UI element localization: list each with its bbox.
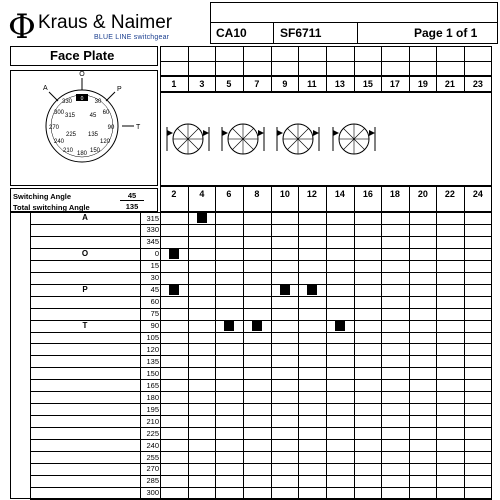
position-angle: 105 (146, 333, 159, 342)
program-number: SF6711 (280, 26, 322, 40)
contact-number-top: 17 (389, 79, 400, 89)
svg-text:330: 330 (61, 99, 73, 105)
svg-text:180: 180 (76, 151, 88, 157)
position-angle: 255 (146, 452, 159, 462)
contact-number-bottom: 2 (171, 189, 177, 199)
contact-number-top: 23 (472, 79, 483, 89)
face-plate-title: Face Plate (50, 48, 115, 63)
svg-text:O: O (79, 71, 85, 78)
svg-text:45: 45 (89, 113, 97, 119)
svg-text:150: 150 (89, 148, 101, 154)
position-label: A (82, 213, 88, 222)
position-angle: 30 (150, 273, 159, 283)
contact-number-top: 11 (307, 79, 317, 89)
total-switching-angle-label: Total switching Angle (13, 203, 90, 212)
contact-number-top: 9 (282, 79, 288, 89)
svg-text:225: 225 (65, 132, 77, 138)
svg-text:30: 30 (94, 99, 102, 105)
logo-icon: Φ (8, 7, 36, 47)
svg-text:A: A (43, 85, 48, 92)
position-angle: 240 (146, 440, 159, 450)
position-angle: 90 (150, 321, 159, 331)
contact-number-bottom: 24 (472, 189, 483, 199)
contact-cam-symbol (333, 124, 375, 154)
svg-text:90: 90 (107, 125, 115, 131)
position-angle: 60 (150, 297, 159, 307)
position-angle: 195 (146, 404, 159, 414)
position-label: O (81, 248, 89, 258)
position-angle: 165 (146, 380, 159, 390)
model-number: CA10 (216, 26, 247, 40)
contact-number-top: 7 (254, 79, 260, 89)
position-label: P (82, 284, 88, 294)
position-angle: 150 (146, 368, 159, 378)
svg-text:270: 270 (48, 125, 60, 131)
contact-number-top: 3 (199, 79, 205, 89)
position-angle: 315 (146, 213, 159, 223)
total-switching-angle-value: 135 (120, 202, 144, 212)
svg-text:240: 240 (53, 139, 65, 145)
position-angle: 270 (146, 464, 159, 474)
contact-cam-symbol (222, 124, 264, 154)
contact-number-bottom: 10 (279, 189, 290, 199)
contact-cam-symbol (167, 124, 209, 154)
svg-text:60: 60 (102, 110, 110, 116)
position-angle: 15 (150, 261, 159, 271)
position-angle: 285 (146, 476, 159, 486)
brand-tagline: BLUE LINE switchgear (94, 34, 170, 41)
contact-number-bottom: 16 (362, 189, 373, 199)
switching-angle-value: 45 (120, 191, 144, 201)
position-angle: 45 (150, 285, 159, 295)
position-angle: 330 (146, 225, 159, 235)
contact-number-bottom: 12 (306, 189, 317, 199)
svg-text:315: 315 (64, 113, 76, 119)
position-angle: 180 (146, 392, 159, 402)
position-angle: 135 (146, 356, 159, 366)
position-angle: 120 (146, 344, 159, 354)
switching-angle-label: Switching Angle (13, 192, 72, 201)
contact-number-top: 19 (417, 79, 428, 89)
svg-text:P: P (117, 86, 122, 93)
contact-number-top: 1 (171, 79, 177, 89)
contact-number-bottom: 22 (444, 189, 455, 199)
svg-text:T: T (136, 124, 141, 131)
contact-cam-symbol (277, 124, 319, 154)
position-angle: 345 (146, 237, 159, 247)
contact-number-bottom: 6 (226, 189, 232, 199)
svg-text:120: 120 (99, 139, 111, 145)
contact-number-bottom: 18 (389, 189, 400, 199)
position-label: T (82, 320, 88, 330)
contact-number-top: 5 (226, 79, 232, 89)
contact-number-bottom: 20 (417, 189, 428, 199)
contact-number-top: 13 (334, 79, 345, 89)
position-angle: 75 (150, 309, 159, 319)
contact-number-bottom: 14 (334, 189, 345, 199)
contact-number-bottom: 8 (254, 189, 260, 199)
contact-number-top: 21 (444, 79, 455, 89)
brand-name: Kraus & Naimer (38, 12, 173, 33)
contact-number-bottom: 4 (199, 189, 205, 199)
svg-text:135: 135 (87, 132, 99, 138)
position-angle: 210 (146, 416, 159, 426)
svg-text:300: 300 (53, 110, 65, 116)
position-angle: 225 (146, 428, 159, 438)
contact-number-top: 15 (362, 79, 373, 89)
svg-text:0: 0 (80, 96, 84, 102)
position-angle: 0 (154, 249, 159, 259)
position-angle: 300 (146, 488, 159, 498)
svg-text:210: 210 (62, 148, 74, 154)
page-indicator: Page 1 of 1 (414, 26, 478, 40)
